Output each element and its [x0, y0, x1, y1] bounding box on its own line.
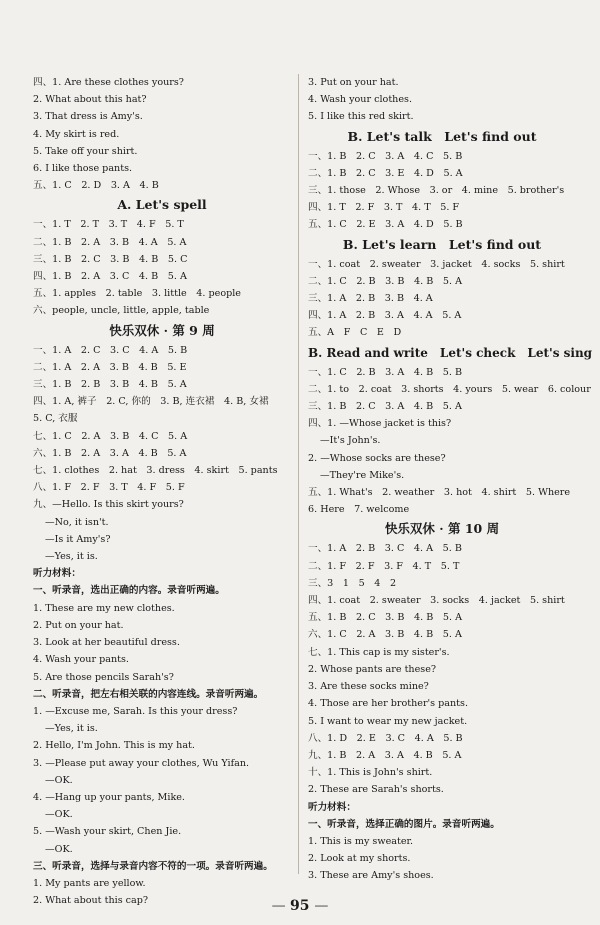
answer-line: 二、1. A 2. A 3. B 4. B 5. E — [33, 361, 187, 373]
answer-line: 2. Put on your hat. — [33, 619, 124, 631]
answer-line: 一、1. A 2. B 3. C 4. A 5. B — [308, 543, 462, 555]
answer-line: 6. Here 7. welcome — [308, 504, 410, 516]
answer-line: 一、1. T 2. T 3. T 4. F 5. T — [33, 219, 184, 231]
page-number: 95 — [290, 898, 310, 914]
answer-line: 5. Take off your shirt. — [33, 145, 138, 157]
answer-line: 5. C, 衣服 — [33, 413, 78, 425]
answer-line: 三、1. B 2. C 3. B 4. B 5. C — [33, 253, 188, 265]
answer-line: 四、1. A 2. B 3. A 4. A 5. A — [308, 310, 462, 322]
answer-line: 五、1. apples 2. table 3. little 4. people — [33, 288, 241, 300]
answer-line: 2. These are Sarah's shorts. — [308, 784, 444, 796]
answer-line: 三、1. B 2. C 3. A 4. B 5. A — [308, 401, 462, 413]
answer-line: 一、1. B 2. C 3. A 4. C 5. B — [308, 150, 463, 162]
answer-line: 2. Look at my shorts. — [308, 853, 411, 865]
section-heading: B. Let's talk Let's find out — [347, 128, 537, 144]
answer-line: 2. What about this cap? — [33, 895, 149, 907]
answer-line: 五、1. What's 2. weather 3. hot 4. shirt 5. Where — [308, 487, 571, 499]
answer-line: 六、1. B 2. A 3. A 4. B 5. A — [33, 447, 187, 459]
answer-line: 2. What about this hat? — [33, 94, 147, 106]
answer-line: 5. I like this red skirt. — [308, 111, 414, 123]
answer-line: 2. —Whose socks are these? — [308, 452, 446, 464]
answer-line: 四、1. —Whose jacket is this? — [308, 418, 452, 430]
answer-line: —Yes, it is. — [45, 723, 98, 735]
answer-line: 五、1. B 2. C 3. B 4. B 5. A — [308, 612, 462, 624]
answer-line: 八、1. D 2. E 3. C 4. A 5. B — [308, 732, 463, 744]
answer-line: 二、1. B 2. C 3. E 4. D 5. A — [308, 167, 463, 179]
answer-line: —Is it Amy's? — [45, 533, 111, 545]
section-heading: 快乐双休 · 第 9 周 — [109, 322, 215, 338]
answer-line: 三、1. B 2. B 3. B 4. B 5. A — [33, 379, 187, 391]
section-heading: B. Read and write Let's check Let's sing — [308, 345, 593, 360]
answer-line: 5. I want to wear my new jacket. — [308, 715, 468, 727]
answer-line: 六、people, uncle, little, apple, table — [33, 305, 210, 317]
answer-line: 六、1. C 2. A 3. B 4. B 5. A — [308, 629, 462, 641]
answer-line: 5. —Wash your skirt, Chen Jie. — [33, 826, 182, 838]
answer-line: 4. Those are her brother's pants. — [308, 698, 469, 710]
answer-line: —It's John's. — [320, 435, 381, 447]
answer-line: 七、1. C 2. A 3. B 4. C 5. A — [33, 430, 188, 442]
answer-line: 四、1. T 2. F 3. T 4. T 5. F — [308, 202, 460, 214]
answer-line: 一、1. coat 2. sweater 3. jacket 4. socks 5. shirt — [308, 258, 565, 270]
answer-line: 4. Wash your clothes. — [308, 94, 413, 106]
answer-line: 4. Wash your pants. — [33, 654, 129, 666]
answer-line: —No, it isn't. — [45, 516, 109, 528]
answer-line: 七、1. clothes 2. hat 3. dress 4. skirt 5. pants — [33, 465, 278, 477]
answer-line: 4. My skirt is red. — [33, 128, 120, 140]
answer-line: 6. I like those pants. — [33, 163, 133, 175]
listening-label: 三、听录音，选择与录音内容不符的一项。录音听两遍。 — [33, 860, 273, 872]
answer-line: 四、1. A, 裤子 2. C, 你的 3. B, 连衣裙 4. B, 女裙 — [33, 396, 269, 408]
listening-label: 一、听录音，选出正确的内容。录音听两遍。 — [33, 585, 225, 597]
answer-line: 2. Hello, I'm John. This is my hat. — [33, 740, 195, 752]
answer-line: 十、1. This is John's shirt. — [308, 767, 433, 779]
answer-line: —OK. — [45, 809, 73, 821]
section-heading: B. Let's learn Let's find out — [342, 236, 542, 252]
answer-line: 2. Whose pants are these? — [308, 663, 437, 675]
answer-line: 五、1. C 2. E 3. A 4. D 5. B — [308, 219, 463, 231]
listening-label: 二、听录音，把左右相关联的内容连线。录音听两遍。 — [33, 688, 264, 700]
listening-label: 听力材料： — [308, 801, 356, 813]
listening-label: 听力材料： — [33, 568, 81, 580]
answer-line: 四、1. Are these clothes yours? — [33, 77, 184, 88]
footer-dash-left: — — [271, 898, 291, 914]
answer-line: —OK. — [45, 774, 73, 786]
answer-line: 九、1. B 2. A 3. A 4. B 5. A — [308, 749, 462, 761]
answer-line: 5. Are those pencils Sarah's? — [33, 671, 174, 683]
answer-line: 1. These are my new clothes. — [33, 602, 175, 614]
right-column — [308, 74, 593, 885]
answer-line: 一、1. C 2. B 3. A 4. B 5. B — [308, 366, 462, 378]
answer-line: 3. These are Amy's shoes. — [308, 870, 434, 882]
answer-line: 八、1. F 2. F 3. T 4. F 5. F — [33, 482, 185, 494]
answer-line: 二、1. B 2. A 3. B 4. A 5. A — [33, 236, 187, 248]
footer-dash-right: — — [314, 898, 329, 914]
answer-line: 七、1. This cap is my sister's. — [308, 646, 450, 658]
answer-line: 3. Put on your hat. — [308, 77, 399, 88]
answer-line: 九、—Hello. Is this skirt yours? — [33, 499, 184, 511]
answer-line: —OK. — [45, 843, 73, 855]
answer-line: 三、3 1 5 4 2 — [308, 577, 397, 589]
column-divider — [298, 74, 299, 874]
answer-line: 3. —Please put away your clothes, Wu Yifan. — [33, 757, 250, 769]
answer-line: 3. Are these socks mine? — [308, 681, 429, 693]
answer-line: 三、1. A 2. B 3. B 4. A — [308, 293, 433, 305]
answer-line: 二、1. C 2. B 3. B 4. B 5. A — [308, 275, 462, 287]
answer-line: —They're Mike's. — [320, 469, 405, 481]
answer-line: 3. That dress is Amy's. — [33, 111, 143, 123]
answer-line: 一、1. A 2. C 3. C 4. A 5. B — [33, 344, 188, 356]
left-column — [33, 74, 291, 909]
answer-line: 3. Look at her beautiful dress. — [33, 637, 180, 649]
answer-line: 4. —Hang up your pants, Mike. — [33, 791, 185, 803]
answer-line: 1. This is my sweater. — [308, 835, 414, 847]
page-number-footer — [0, 898, 600, 914]
section-heading: 快乐双休 · 第 10 周 — [384, 521, 500, 537]
answer-line: 二、1. to 2. coat 3. shorts 4. yours 5. wear 6. colour — [308, 383, 591, 395]
answer-line: 五、1. C 2. D 3. A 4. B — [33, 180, 159, 192]
answer-line: 五、A F C E D — [308, 327, 402, 339]
answer-line: 三、1. those 2. Whose 3. or 4. mine 5. brother's — [308, 185, 565, 197]
section-heading: A. Let's spell — [117, 197, 207, 213]
answer-line: 1. —Excuse me, Sarah. Is this your dress? — [33, 705, 238, 717]
answer-line: —Yes, it is. — [45, 551, 98, 563]
answer-line: 二、1. F 2. F 3. F 4. T 5. T — [308, 560, 460, 572]
listening-label: 一、听录音，选择正确的图片。录音听两遍。 — [308, 818, 500, 830]
answer-line: 四、1. B 2. A 3. C 4. B 5. A — [33, 271, 187, 283]
answer-line: 1. My pants are yellow. — [33, 877, 146, 889]
answer-line: 四、1. coat 2. sweater 3. socks 4. jacket 5. shirt — [308, 595, 565, 607]
